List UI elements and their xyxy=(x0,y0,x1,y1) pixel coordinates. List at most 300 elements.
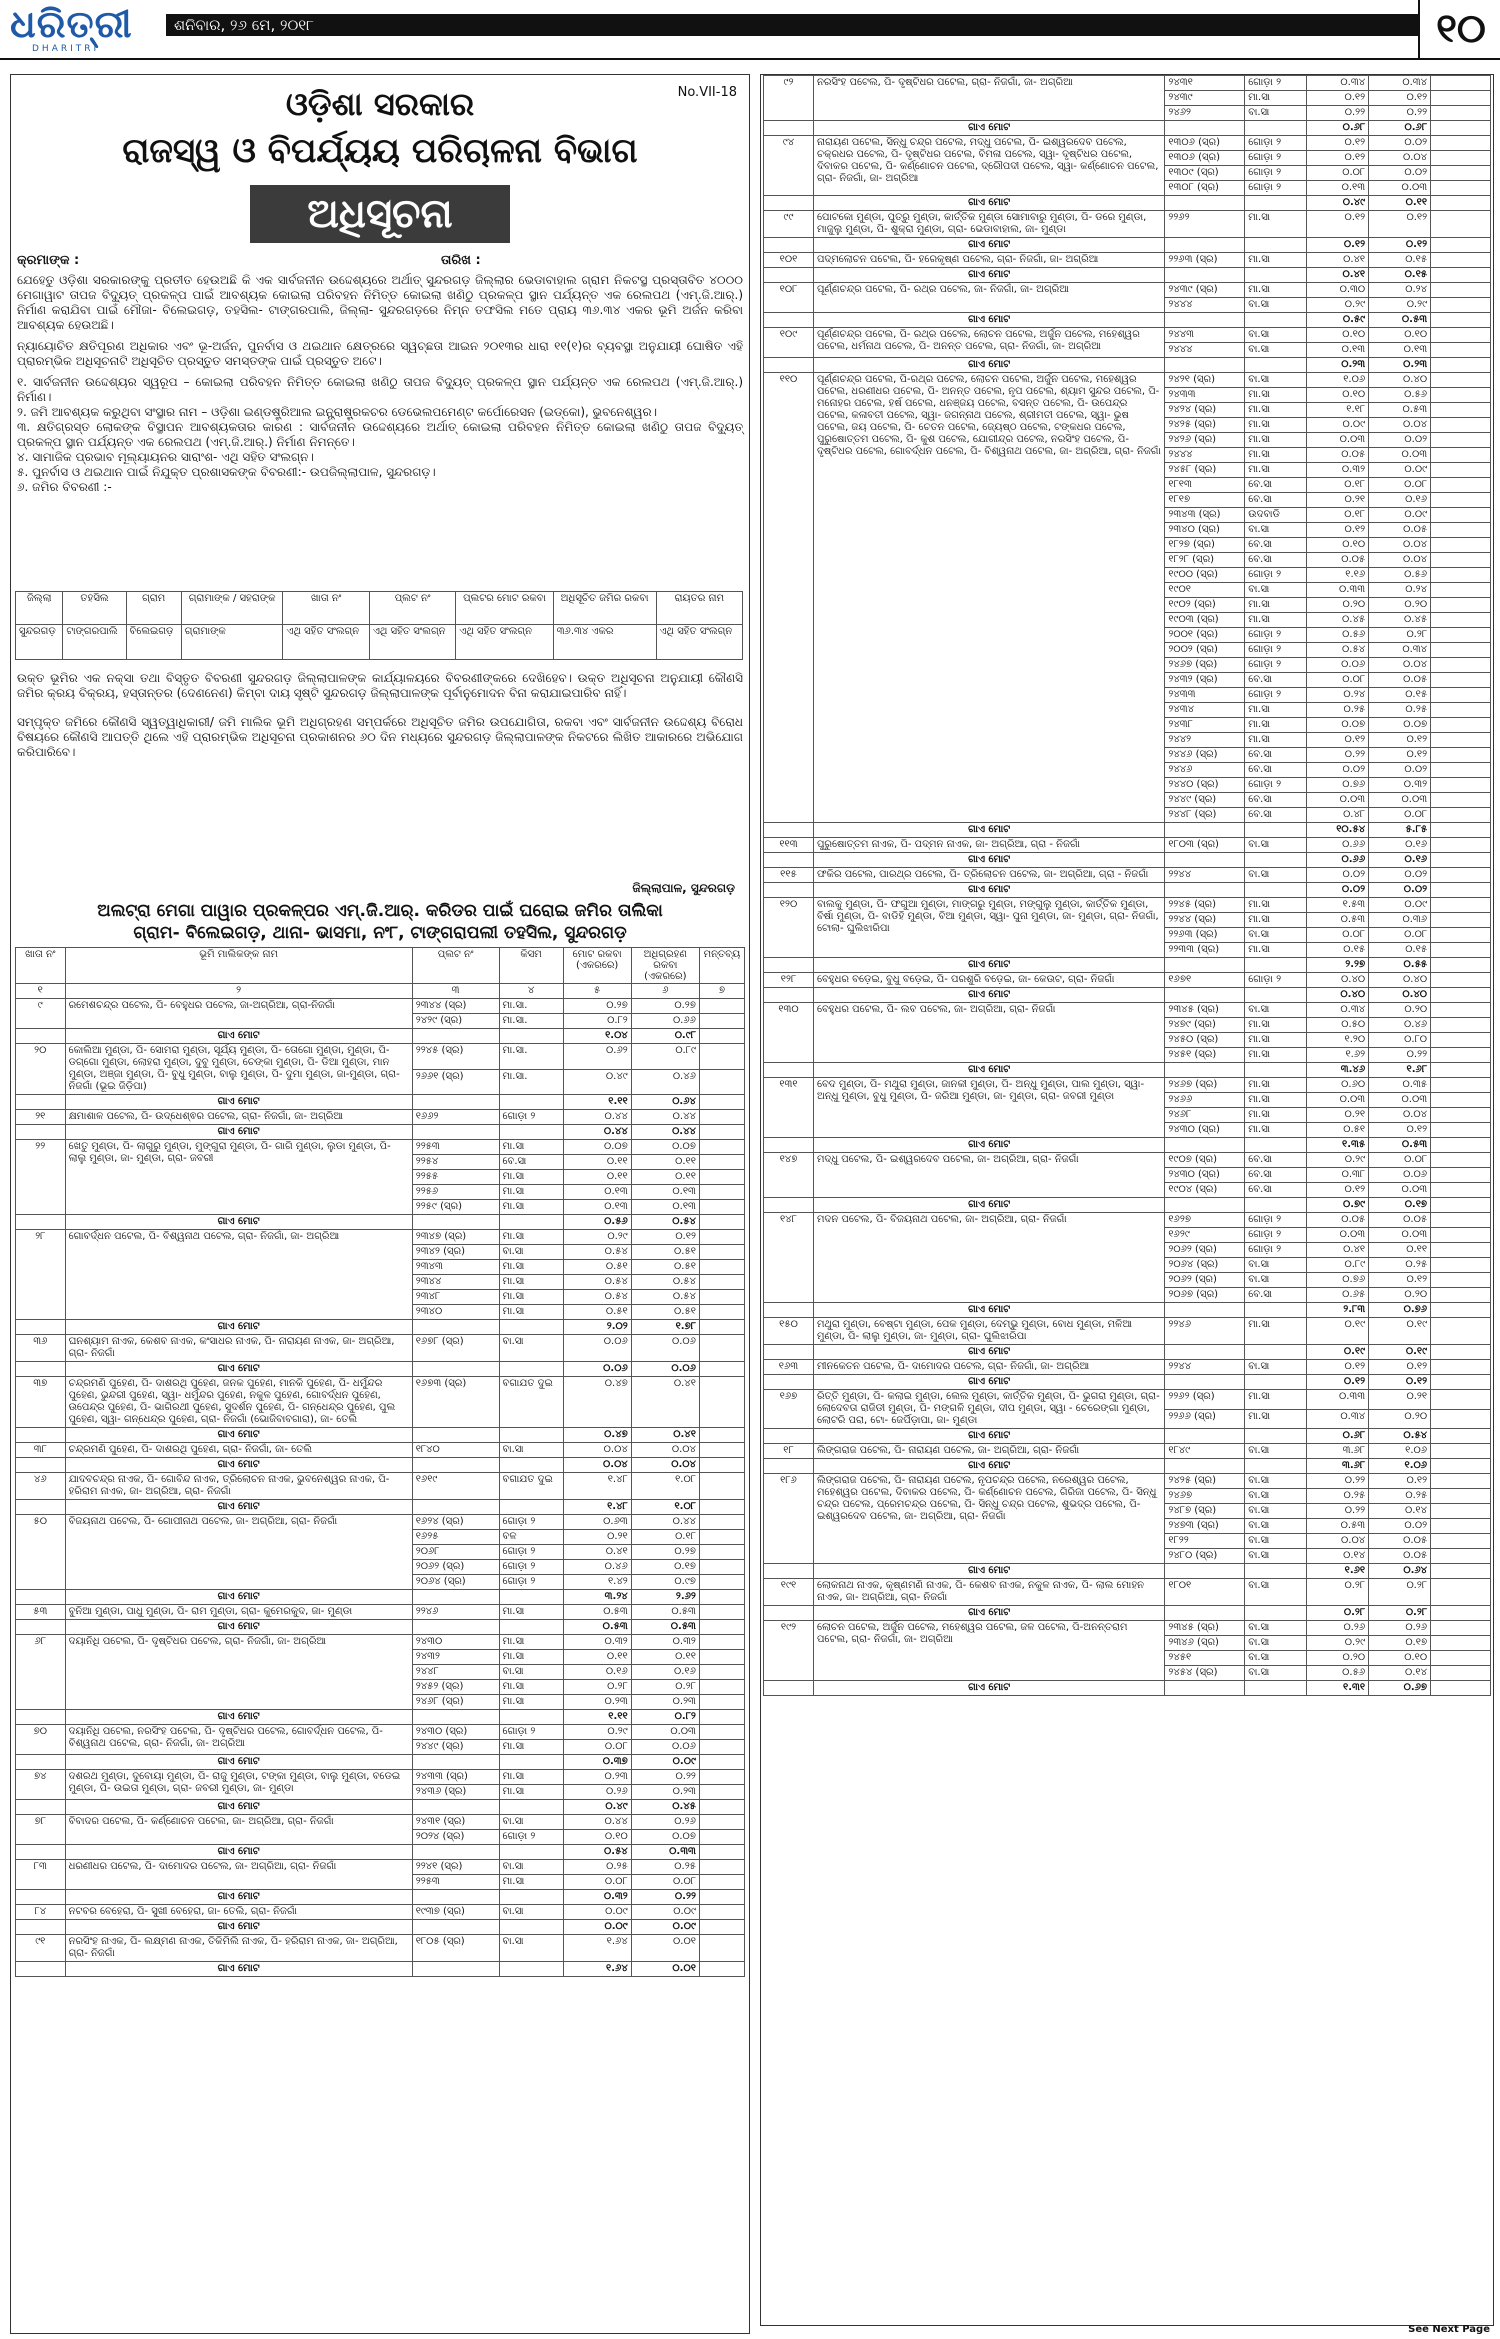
land-class: ମା.ସା xyxy=(1245,613,1307,628)
plot-number: ୨୦୦୧ (ସ୍ର) xyxy=(1165,628,1245,643)
land-class: ଗୋଡ଼ା ୨ xyxy=(499,1545,563,1560)
khata-number: ୪୬ xyxy=(16,1473,66,1500)
plot-number: ୨୪୬୭ xyxy=(1165,1489,1245,1504)
total-area: ୦.୨୨ xyxy=(1307,1474,1369,1489)
remarks xyxy=(699,1377,744,1428)
total-area: ୦.୧୮ xyxy=(1307,478,1369,493)
total-area-sum: ୦.୫୬ xyxy=(563,1215,631,1230)
plot-number: ୨୦୬୨ (ସ୍ର) xyxy=(1165,1243,1245,1258)
land-class: ବା.ସା xyxy=(499,1935,563,1962)
acquired-area: ୦.୦୫ xyxy=(1369,1534,1431,1549)
total-label: ଗାଏ ମୋଟ xyxy=(813,1375,1164,1390)
total-label: ଗାଏ ମୋଟ xyxy=(813,358,1164,373)
total-spacer xyxy=(764,1564,814,1579)
land-class: ବେ.ସା xyxy=(1245,1183,1307,1198)
acquired-area: ୦.୦୩ xyxy=(1369,1093,1431,1108)
acquired-area: ୦.୦୨ xyxy=(1369,1519,1431,1534)
acquired-area: ୦.୦୩ xyxy=(1369,1183,1431,1198)
plot-number: ୨୩୪୨ (ସ୍ର) xyxy=(412,1245,499,1260)
remarks xyxy=(1431,493,1491,508)
column-number: ୨ xyxy=(65,984,412,999)
owner-names: ମଦନ ପଟେଲ, ପି- ବିଜୟନାଥ ପଟେଲ, ଜା- ଅଗ୍ରିଆ, ଗ୍ରା- ନିଜଗାଁ xyxy=(813,1213,1164,1303)
acquired-area-sum: ୦.୬୪ xyxy=(631,1095,699,1110)
plot-number: ୨୪୬୮ (ସ୍ର) xyxy=(412,1695,499,1710)
total-area-sum: ୦.୩୨ xyxy=(563,1890,631,1905)
remarks xyxy=(1431,763,1491,778)
total-row xyxy=(764,1138,1491,1153)
total-area-sum: ୦.୨୩ xyxy=(1307,358,1369,373)
remarks xyxy=(699,1905,744,1920)
total-spacer xyxy=(1245,1459,1307,1474)
acquired-area-sum: ୦.୦୬ xyxy=(631,1362,699,1377)
detail-header: ଗ୍ରାମ xyxy=(126,592,181,625)
plot-number: ୨୪୮୭ (ସ୍ର) xyxy=(1165,1504,1245,1519)
land-class: ବେ.ସା xyxy=(1245,1168,1307,1183)
plot-number: ୨୪୩୩ xyxy=(1165,688,1245,703)
plot-number: ୨୨୬୬ (ସ୍ର) xyxy=(1165,1409,1245,1429)
land-list-subtitle: ଗ୍ରାମ- ବିଲେଇଗଡ଼, ଥାନା- ଭାସମା, ନଂ୮, ଟାଙ୍ଗରାପଲୀ ତହସିଲ, ସୁନ୍ଦରଗଡ଼ xyxy=(133,923,627,943)
total-label: ଗାଏ ମୋଟ xyxy=(65,1095,412,1110)
plot-number: ୨୨୪୫ (ସ୍ର) xyxy=(412,1044,499,1070)
total-area: ୦.୧୦ xyxy=(1307,328,1369,343)
plot-number: ୨୪୩୦ xyxy=(412,1635,499,1650)
acquired-area: ୦.୪୬ xyxy=(1369,1018,1431,1033)
acquired-area: ୦.୩୨ xyxy=(631,1635,699,1650)
total-spacer xyxy=(412,1962,499,1977)
plot-number: ୨୪୪୪ xyxy=(1165,448,1245,463)
total-area: ୦.୦୭ xyxy=(1307,718,1369,733)
total-area: ୧.୬୨ xyxy=(1307,1048,1369,1063)
total-spacer xyxy=(499,1458,563,1473)
total-spacer xyxy=(764,358,814,373)
remarks xyxy=(1431,838,1491,853)
total-spacer xyxy=(1245,1681,1307,1696)
total-area: ୦.୫୧ xyxy=(563,1305,631,1320)
plot-number: ୧୬୭୮ (ସ୍ର) xyxy=(412,1335,499,1362)
acquired-area: ୦.୧୦ xyxy=(1369,328,1431,343)
land-class: ଗୋଡ଼ା ୨ xyxy=(1245,76,1307,91)
detail-header: ଜିଲ୍ଲା xyxy=(16,592,63,625)
total-label: ଗାଏ ମୋଟ xyxy=(813,1303,1164,1318)
land-class: ଗୋଡ଼ା ୨ xyxy=(1245,568,1307,583)
plot-number: ୨୪୬୮ xyxy=(1165,1108,1245,1123)
khata-number: ୧୯୧ xyxy=(764,1579,814,1606)
total-area-sum: ୦.୪୭ xyxy=(563,1428,631,1443)
total-spacer xyxy=(1431,121,1491,136)
table-row xyxy=(764,1444,1491,1459)
land-class: ମା.ସା xyxy=(1245,418,1307,433)
total-area: ୦.୦୩ xyxy=(1307,433,1369,448)
acquired-area-sum: ୦.୧୧ xyxy=(1369,196,1431,211)
remarks xyxy=(699,1650,744,1665)
total-area: ୦.୬୦ xyxy=(1307,1078,1369,1093)
column-header: କିସମ xyxy=(499,948,563,984)
land-class: ମା.ସା xyxy=(499,1740,563,1755)
total-spacer xyxy=(764,1459,814,1474)
total-area: ୦.୦୮ xyxy=(1307,928,1369,943)
total-area: ୦.୪୫ xyxy=(1307,613,1369,628)
land-class: ଗୋଡ଼ା ୨ xyxy=(499,1575,563,1590)
total-area: ୦.୫୩ xyxy=(1307,1519,1369,1534)
total-label: ଗାଏ ମୋଟ xyxy=(813,1459,1164,1474)
total-area-sum: ୧.୪୮ xyxy=(563,1500,631,1515)
acquired-area-sum: ୦.୨୩ xyxy=(1369,358,1431,373)
remarks xyxy=(699,1545,744,1560)
acquired-area-sum: ୦.୦୯ xyxy=(631,1920,699,1935)
acquired-area-sum: ୦.୨୮ xyxy=(1369,1606,1431,1621)
total-area-sum: ୧.୧୧ xyxy=(563,1095,631,1110)
acquired-area-sum: ୦.୧୨ xyxy=(1369,238,1431,253)
remarks xyxy=(1431,1078,1491,1093)
detail-header: ପ୍ଲଟର ମୋଟ ରକବା xyxy=(456,592,553,625)
acquired-area: ୦.୧୬ xyxy=(1369,838,1431,853)
land-class: ଗୋଡ଼ା ୨ xyxy=(1245,181,1307,196)
remarks xyxy=(699,1695,744,1710)
total-area: ୦.୫୪ xyxy=(1307,643,1369,658)
total-spacer xyxy=(764,1345,814,1360)
total-spacer xyxy=(699,1710,744,1725)
total-spacer xyxy=(699,1890,744,1905)
total-area-sum: ୦.୦୯ xyxy=(563,1920,631,1935)
total-spacer xyxy=(16,1500,66,1515)
acquired-area: ୦.୩୪ xyxy=(1369,643,1431,658)
plot-number: ୨୪୩୩ (ସ୍ର) xyxy=(412,1770,499,1785)
total-area-sum: ୧.୩୫ xyxy=(1307,1138,1369,1153)
table-row xyxy=(16,1110,745,1125)
remarks xyxy=(1431,1534,1491,1549)
detail-header: ରାୟତର ନାମ xyxy=(656,592,743,625)
total-row xyxy=(764,121,1491,136)
plot-number: ୨୪୬୭ (ସ୍ର) xyxy=(1165,1078,1245,1093)
remarks xyxy=(1431,373,1491,388)
owner-names: ଗୋବର୍ଦ୍ଧନ ପଟେଲ, ପି- ବିଶ୍ୱନାଥ ପଟେଲ, ଗ୍ରା- ନିଜଗାଁ, ଜା- ଅଗ୍ରିଆ xyxy=(65,1230,412,1320)
plot-number: ୨୪୪୮ (ସ୍ର) xyxy=(1165,808,1245,823)
total-spacer xyxy=(1431,1459,1491,1474)
total-area: ୦.୦୬ xyxy=(1307,658,1369,673)
acquired-area: ୦.୦୫ xyxy=(1369,1213,1431,1228)
remarks xyxy=(1431,868,1491,883)
total-spacer xyxy=(412,1029,499,1044)
land-class: ମା.ସା xyxy=(499,1260,563,1275)
detail-cell: ଏଥି ସହିତ ସଂଲଗ୍ନ xyxy=(656,625,743,660)
remarks xyxy=(699,1560,744,1575)
owner-names: ଧରଣୀଧର ପଟେଲ, ପି- ଦାମୋଦର ପଟେଲ, ଜା- ଅଗ୍ରିଆ, ଗ୍ରା- ନିଜଗାଁ xyxy=(65,1860,412,1890)
total-spacer xyxy=(1245,1375,1307,1390)
total-spacer xyxy=(16,1800,66,1815)
total-area: ୦.୧୯ xyxy=(1307,1318,1369,1345)
land-class: ବେ.ସା xyxy=(1245,808,1307,823)
remarks xyxy=(1431,1273,1491,1288)
remarks xyxy=(1431,598,1491,613)
acquired-area-sum: ୦.୭୬ xyxy=(1369,1303,1431,1318)
total-spacer xyxy=(1431,883,1491,898)
total-area: ୦.୨୧ xyxy=(1307,493,1369,508)
acquired-area: ୦.୧୧ xyxy=(631,1170,699,1185)
total-label: ଗାଏ ମୋଟ xyxy=(65,1215,412,1230)
remarks xyxy=(1431,523,1491,538)
total-spacer xyxy=(1245,1138,1307,1153)
total-area: ୦.୧୧ xyxy=(563,1650,631,1665)
total-label: ଗାଏ ମୋଟ xyxy=(65,1362,412,1377)
total-row xyxy=(764,988,1491,1003)
plot-number: ୧୮୧୭ xyxy=(1165,493,1245,508)
plot-number: ୧୮୪୦ xyxy=(412,1443,499,1458)
remarks xyxy=(1431,1243,1491,1258)
plot-number: ୨୪୭୯ (ସ୍ର) xyxy=(1165,1018,1245,1033)
plot-number: ୨୩୪୩ (ସ୍ର) xyxy=(1165,508,1245,523)
land-class: ଗୋଡ଼ା ୨ xyxy=(1245,136,1307,151)
total-label: ଗାଏ ମୋଟ xyxy=(65,1920,412,1935)
acquired-area: ୦.୩୪ xyxy=(1369,76,1431,91)
plot-number: ୨୪୩୯ (ସ୍ର) xyxy=(1165,283,1245,298)
total-area: ୦.୨୧ xyxy=(1307,1108,1369,1123)
table-row xyxy=(16,1770,745,1785)
remarks xyxy=(1431,1666,1491,1681)
remarks xyxy=(1431,1153,1491,1168)
total-area-sum: ୦.୧୨ xyxy=(1307,238,1369,253)
plot-number: ୧୮୦୩ (ସ୍ର) xyxy=(1165,838,1245,853)
land-class: ମା.ସା xyxy=(1245,448,1307,463)
total-spacer xyxy=(764,238,814,253)
khata-number: ୧୦୧ xyxy=(764,253,814,268)
plot-number: ୧୯୦୦ (ସ୍ର) xyxy=(1165,568,1245,583)
remarks xyxy=(1431,1621,1491,1636)
land-class: ବା.ସା xyxy=(1245,1666,1307,1681)
acquired-area: ୦.୪୦ xyxy=(1369,973,1431,988)
plot-number: ୨୪୮୦ (ସ୍ର) xyxy=(1165,1549,1245,1564)
acquired-area: ୦.୧୨ xyxy=(1369,733,1431,748)
land-class: ବା.ସା xyxy=(1245,868,1307,883)
remarks xyxy=(699,1785,744,1800)
total-spacer xyxy=(1245,883,1307,898)
total-spacer xyxy=(699,1458,744,1473)
remarks xyxy=(699,1740,744,1755)
total-label: ଗାଏ ମୋଟ xyxy=(813,1138,1164,1153)
total-spacer xyxy=(499,1125,563,1140)
total-row xyxy=(764,958,1491,973)
total-area: ୦.୧୨ xyxy=(1307,91,1369,106)
land-class: ବା.ସା xyxy=(499,1245,563,1260)
land-class: ମା.ସା xyxy=(499,1185,563,1200)
total-area: ୦.୨୬ xyxy=(563,1785,631,1800)
acquired-area: ୦.୧୨ xyxy=(1369,1123,1431,1138)
total-area-sum: ୦.୪୦ xyxy=(1307,988,1369,1003)
column-header: ଅଧିଗ୍ରହଣ ରକବା (ଏକରରେ) xyxy=(631,948,699,984)
total-area: ୦.୩୩ xyxy=(1307,1390,1369,1410)
total-spacer xyxy=(16,1755,66,1770)
plot-number: ୨୨୫୩ xyxy=(412,1140,499,1155)
total-spacer xyxy=(764,1063,814,1078)
total-area: ୦.୨୯ xyxy=(563,1230,631,1245)
total-label: ଗାଏ ମୋଟ xyxy=(65,1500,412,1515)
total-area: ୦.୫୪ xyxy=(563,1275,631,1290)
plot-number: ୨୦୬୨ (ସ୍ର) xyxy=(412,1560,499,1575)
khata-number: ୧୪୮ xyxy=(764,1213,814,1303)
total-spacer xyxy=(1245,988,1307,1003)
total-area: ୦.୨୯ xyxy=(1307,1153,1369,1168)
total-spacer xyxy=(412,1620,499,1635)
plot-number: ୨୩୪୮ xyxy=(412,1290,499,1305)
acquired-area-sum: ୧.୦୬ xyxy=(1369,1459,1431,1474)
plot-number: ୨୪୪୯ (ସ୍ର) xyxy=(412,1740,499,1755)
total-label: ଗାଏ ମୋଟ xyxy=(813,1198,1164,1213)
land-owner-table-right xyxy=(763,75,1491,1696)
acquired-area: ୦.୦୩ xyxy=(1369,1228,1431,1243)
acquired-area: ୦.୨୫ xyxy=(1369,1258,1431,1273)
owner-names: ବେହୁଧର ବଡ଼େଇ, ବୁଧୁ ବଡ଼େଇ, ପି- ପରଶୁରି ବଡ଼େଇ, ଜା- କେଉଟ, ଗ୍ରା- ନିଜଗାଁ xyxy=(813,973,1164,988)
owner-names: ମଦ୍ଧୁ ପଟେଲ, ପି- ଇଶ୍ୱରଦେବ ପଟେଲ, ଜା- ଅଗ୍ରିଆ, ଗ୍ରା- ନିଜଗାଁ xyxy=(813,1153,1164,1198)
right-column xyxy=(760,74,1494,2326)
total-area: ୦.୨୯ xyxy=(563,1725,631,1740)
total-area: ୦.୬୫ xyxy=(1307,1288,1369,1303)
land-class: ବା.ସା xyxy=(1245,928,1307,943)
total-area: ୦.୫୩ xyxy=(563,1605,631,1620)
owner-names: କ୍ଷମାଶାଳ ପଟେଲ, ପି- ଉଦ୍ଧେଶ୍ଵର ପଟେଲ, ଗ୍ରା- ନିଜଗାଁ, ଜା- ଅଗ୍ରିଆ xyxy=(65,1110,412,1125)
plot-number: ୨୪୩୨ (ସ୍ର) xyxy=(1165,673,1245,688)
total-area: ୦.୧୨ xyxy=(1307,136,1369,151)
table-row xyxy=(16,1905,745,1920)
acquired-area: ୦.୧୨ xyxy=(1369,1273,1431,1288)
total-area: ୦.୩୮ xyxy=(1307,1168,1369,1183)
acquired-area: ୦.୧୨ xyxy=(1369,91,1431,106)
land-class: ମା.ସା xyxy=(499,1680,563,1695)
land-class: ବା.ସା xyxy=(1245,1489,1307,1504)
khata-number: ୩୬ xyxy=(16,1335,66,1362)
total-spacer xyxy=(699,1215,744,1230)
total-spacer xyxy=(1245,268,1307,283)
total-spacer xyxy=(1431,1198,1491,1213)
remarks xyxy=(1431,298,1491,313)
remarks xyxy=(699,1875,744,1890)
total-area: ୧.୪୨ xyxy=(563,1575,631,1590)
land-class: ବା.ସା xyxy=(1245,1651,1307,1666)
total-spacer xyxy=(499,1428,563,1443)
land-class: ମା.ସା xyxy=(1245,1018,1307,1033)
total-area: ୦.୨୩ xyxy=(563,1695,631,1710)
land-class: ଗୋଡ଼ା ୨ xyxy=(1245,628,1307,643)
total-spacer xyxy=(16,1620,66,1635)
total-area: ୦.୫୧ xyxy=(563,1260,631,1275)
plot-number: ୨୪୩୯ xyxy=(1165,91,1245,106)
land-class: ମା.ସା. xyxy=(499,999,563,1014)
plot-number: ୧୯୦୧ xyxy=(1165,583,1245,598)
total-spacer xyxy=(1431,1564,1491,1579)
total-area: ୦.୪୬ xyxy=(563,1560,631,1575)
owner-names: ମଥୁରା ମୁଣ୍ଡା, ବେଷ୍ଟା ମୁଣ୍ଡା, ପେକ ମୁଣ୍ଡା, ଦେମ୍ଭୁ ମୁଣ୍ଡା, ବୋଧ ମୁଣ୍ଡା, ମଳିଆ ମୁଣ୍ଡା, ପି- ଲାଲୁ ମୁଣ୍ଡା, ଜା- ମୁଣ୍ଡା, ଗ୍ରା- ଘୁଲିଝାରିପା xyxy=(813,1318,1164,1345)
total-area-sum: ୦.୬୮ xyxy=(1307,121,1369,136)
total-row xyxy=(16,1800,745,1815)
remarks xyxy=(699,1530,744,1545)
acquired-area: ୦.୪୪ xyxy=(631,1110,699,1125)
detail-cell: ଏଥି ସହିତ ସଂଲଗ୍ନ xyxy=(283,625,369,660)
total-spacer xyxy=(1165,988,1245,1003)
total-area: ୦.୨୬ xyxy=(1307,1621,1369,1636)
remarks xyxy=(1431,448,1491,463)
acquired-area: ୦.୧୧ xyxy=(1369,1243,1431,1258)
notification-heading: ଅଧିସୂଚନା xyxy=(250,185,510,243)
total-spacer xyxy=(1165,268,1245,283)
land-class: ଗୋଡ଼ା ୨ xyxy=(499,1560,563,1575)
remarks xyxy=(699,1680,744,1695)
acquired-area-sum: ୦.୬୪ xyxy=(1369,1564,1431,1579)
government-title: ଓଡ଼ିଶା ସରକାର xyxy=(285,85,475,123)
land-class: ବା.ସା xyxy=(499,1443,563,1458)
land-class: ବା.ସା xyxy=(1245,1258,1307,1273)
total-area: ୦.୫୩ xyxy=(1307,913,1369,928)
remarks xyxy=(699,1230,744,1245)
total-spacer xyxy=(1245,1564,1307,1579)
acquired-area-sum: ୦.୯୮ xyxy=(631,1029,699,1044)
total-spacer xyxy=(1165,1375,1245,1390)
land-class: ବେ.ସା xyxy=(1245,493,1307,508)
remarks xyxy=(1431,1018,1491,1033)
khata-number: ୧୧୫ xyxy=(764,868,814,883)
total-area: ୦.୫୪ xyxy=(563,1290,631,1305)
total-spacer xyxy=(16,1458,66,1473)
remarks xyxy=(699,1170,744,1185)
khata-number: ୩୮ xyxy=(16,1443,66,1458)
land-class: ବେ.ସା xyxy=(1245,763,1307,778)
total-area: ୦.୩୦ xyxy=(1307,283,1369,298)
total-row xyxy=(764,1681,1491,1696)
detail-header: ପ୍ଲଟ ନଂ xyxy=(369,592,455,625)
total-spacer xyxy=(499,1620,563,1635)
total-area: ୦.୧୨ xyxy=(1307,523,1369,538)
land-class: ବା.ସା xyxy=(1245,1360,1307,1375)
land-class: ଗୋଡ଼ା ୨ xyxy=(499,1110,563,1125)
total-row xyxy=(764,883,1491,898)
total-spacer xyxy=(16,1215,66,1230)
owner-names: ମୀନକେତନ ପଟେଲ, ପି- ଦାମୋଦର ପଟେଲ, ଗ୍ରା- ନିଜଗାଁ, ଜା- ଅଗ୍ରିଆ xyxy=(813,1360,1164,1375)
acquired-area-sum: ୦.୧୫ xyxy=(1369,268,1431,283)
remarks xyxy=(699,1014,744,1029)
remarks xyxy=(1431,613,1491,628)
acquired-area-sum: ୧.୬୮ xyxy=(1369,1063,1431,1078)
land-class: ମା.ସା xyxy=(499,1635,563,1650)
total-spacer xyxy=(1431,1681,1491,1696)
owner-names: ଚନ୍ଦ୍ରମଣି ପୁହେଣ, ପି- ଦାଶରଥି ପୁହେଣ, ଜନକ ପୁହେଣ, ମାନକି ପୁହେଣ, ପି- ଧର୍ମୁନ୍ଦର ପୁହେଣ, ଭୁନ୍ଦରୀ ପୁହେଣ, ସ୍ୱା- ଧର୍ମୁନ୍ଦର ପୁହେଣ, ନକୁଳ ପୁହେଣ, ଗୋବର୍ଦ୍ଧନ ପୁହେଣ, ଉପେନ୍ଦ୍ର ପୁହେଣ, ପି- ଭାଗିରଥୀ ପୁହେଣ, ସୁଦର୍ଶନ ପୁହେଣ, ପି- ଗନ୍ଧେନ୍ଦ୍ର ପୁହେଣ, ପୁଲ ପୁହେଣ, ସ୍ୱା- ଗନ୍ଧେନ୍ଦ୍ର ପୁହେଣ, ଗ୍ରା- ନିଜଗାଁ (ଭୋଜିବାବଗାରା), ଜା- ତେଲି xyxy=(65,1377,412,1428)
remarks xyxy=(1431,1360,1491,1375)
plot-number: ୧୬୧୯ xyxy=(412,1473,499,1500)
table-row xyxy=(764,283,1491,298)
remarks xyxy=(1431,1123,1491,1138)
table-row xyxy=(764,1003,1491,1018)
owner-names: ଦୟାନିଧି ପଟେଲ, ପି- ଦୃଷ୍ଟିଧର ପଟେଲ, ଗ୍ରା- ନିଜଗାଁ, ଜା- ଅଗ୍ରିଆ xyxy=(65,1635,412,1710)
plot-number: ୧୮୨୭ (ସ୍ର) xyxy=(1165,538,1245,553)
total-spacer xyxy=(699,1320,744,1335)
khata-number: ୧୦୮ xyxy=(764,283,814,313)
acquired-area-sum: ୫.୮୫ xyxy=(1369,823,1431,838)
land-detail-table xyxy=(15,591,743,660)
table-row xyxy=(764,1579,1491,1606)
total-area: ୦.୧୩ xyxy=(1307,343,1369,358)
remarks xyxy=(1431,1033,1491,1048)
plot-number: ୧୩୦୬ (ସ୍ର) xyxy=(1165,151,1245,166)
plot-number: ୨୪୫୨ (ସ୍ର) xyxy=(412,1680,499,1695)
acquired-area-sum: ୦.୪୫ xyxy=(631,1800,699,1815)
acquired-area-sum: ୦.୦୪ xyxy=(631,1458,699,1473)
khata-number: ୫୩ xyxy=(16,1605,66,1620)
land-class: ବା.ସା xyxy=(1245,1579,1307,1606)
table-row xyxy=(16,1860,745,1875)
plot-number: ୨୪୬୨ xyxy=(1165,106,1245,121)
total-spacer xyxy=(499,1320,563,1335)
total-spacer xyxy=(764,958,814,973)
total-area: ୩.୬୮ xyxy=(1307,1444,1369,1459)
land-class: ବେ.ସା xyxy=(499,1155,563,1170)
plot-number: ୨୨୪୪ xyxy=(1165,1360,1245,1375)
total-label: ଗାଏ ମୋଟ xyxy=(813,121,1164,136)
